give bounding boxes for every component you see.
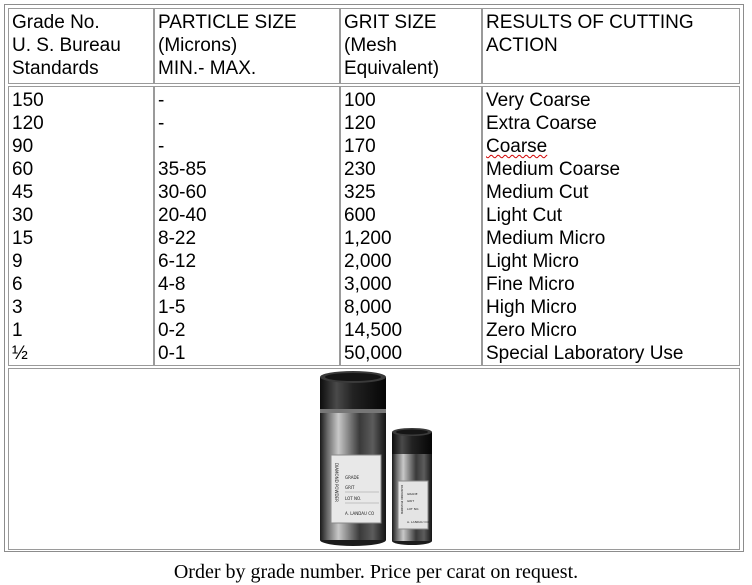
table-cell-particle: 0-2 bbox=[158, 320, 186, 341]
table-cell-result: High Micro bbox=[486, 297, 577, 318]
table-cell-particle: - bbox=[158, 113, 165, 134]
table-cell-particle: 6-12 bbox=[158, 251, 197, 272]
table-cell-grade: 3 bbox=[12, 297, 23, 318]
large-label-text: A. LANDAU CO bbox=[345, 511, 375, 516]
table-cell-particle: 1-5 bbox=[158, 297, 186, 318]
table-cell-result: Zero Micro bbox=[486, 320, 577, 341]
particle-size-column bbox=[154, 86, 340, 366]
table-cell-grade: 120 bbox=[12, 113, 44, 134]
table-cell-grade: 30 bbox=[12, 205, 34, 226]
large-powder-vial bbox=[320, 371, 386, 546]
table-cell-grit: 600 bbox=[344, 205, 376, 226]
table-cell-grade: 9 bbox=[12, 251, 23, 272]
table-cell-particle: 4-8 bbox=[158, 274, 186, 295]
table-cell-grade: ½ bbox=[12, 343, 28, 364]
product-image-cell bbox=[8, 368, 740, 550]
table-cell-result: Medium Coarse bbox=[486, 159, 621, 180]
table-cell-grit: 100 bbox=[344, 90, 376, 111]
table-cell-grit: 230 bbox=[344, 159, 376, 180]
large-label-text: LOT NO. bbox=[345, 496, 362, 501]
spellcheck-text: Coarse bbox=[486, 136, 548, 157]
table-cell-grit: 8,000 bbox=[344, 297, 392, 318]
table-cell-grit: 14,500 bbox=[344, 320, 403, 341]
table-cell-result: Special Laboratory Use bbox=[486, 343, 684, 364]
table-cell-result: Medium Cut bbox=[486, 182, 589, 203]
table-cell-result: Light Micro bbox=[486, 251, 579, 272]
header-results-line-2: ACTION bbox=[486, 35, 558, 56]
table-cell-result: Light Cut bbox=[486, 205, 563, 226]
results-column bbox=[482, 86, 740, 366]
small-label-text: GRADE bbox=[407, 492, 418, 496]
header-grade bbox=[8, 8, 154, 84]
table-cell-grit: 325 bbox=[344, 182, 376, 203]
table-cell-result: Fine Micro bbox=[486, 274, 575, 295]
table-cell-particle: 35-85 bbox=[158, 159, 207, 180]
table-cell-result: Extra Coarse bbox=[486, 113, 597, 134]
table-cell-result bbox=[486, 135, 736, 158]
small-label-text: GRIT bbox=[407, 499, 415, 503]
grit-size-column bbox=[340, 86, 482, 366]
table-cell-grade: 1 bbox=[12, 320, 23, 341]
table-cell-result: Medium Micro bbox=[486, 228, 606, 249]
small-label-text: A. LANDAU CO bbox=[407, 520, 429, 524]
header-grade-line-3: Standards bbox=[12, 58, 99, 79]
header-grit-line-2: (Mesh bbox=[344, 35, 397, 56]
table-cell-particle: - bbox=[158, 136, 165, 157]
table-cell-grit: 3,000 bbox=[344, 274, 392, 295]
table-cell-grade: 60 bbox=[12, 159, 34, 180]
large-label-text: DIAMOND POWDER bbox=[334, 463, 339, 502]
table-cell-grit: 2,000 bbox=[344, 251, 392, 272]
table-cell-grade: 45 bbox=[12, 182, 34, 203]
header-grade-line-1: Grade No. bbox=[12, 12, 100, 33]
table-cell-grit: 170 bbox=[344, 136, 376, 157]
table-cell-grade: 15 bbox=[12, 228, 34, 249]
small-label-text: LOT NO. bbox=[407, 507, 420, 511]
table-cell-particle: - bbox=[158, 90, 165, 111]
order-caption: Order by grade number. Price per carat on request. bbox=[173, 561, 579, 583]
large-label-text: GRADE bbox=[345, 475, 360, 480]
header-grit-size bbox=[340, 8, 482, 84]
header-grit-line-1: GRIT SIZE bbox=[344, 12, 437, 33]
table-cell-grit: 1,200 bbox=[344, 228, 392, 249]
header-grade-line-2: U. S. Bureau bbox=[12, 35, 121, 56]
table-cell-particle: 20-40 bbox=[158, 205, 207, 226]
small-label-text: DIAMOND POWDER bbox=[400, 485, 404, 515]
table-cell-grit: 50,000 bbox=[344, 343, 403, 364]
table-cell-particle: 0-1 bbox=[158, 343, 186, 364]
header-results bbox=[482, 8, 740, 84]
table-cell-grade: 90 bbox=[12, 136, 34, 157]
header-results-line-1: RESULTS OF CUTTING bbox=[486, 12, 694, 33]
header-particle-line-3: MIN.- MAX. bbox=[158, 58, 257, 79]
large-label-text: GRIT bbox=[345, 485, 355, 490]
table-cell-particle: 30-60 bbox=[158, 182, 207, 203]
header-particle-line-1: PARTICLE SIZE bbox=[158, 12, 297, 33]
table-cell-result: Very Coarse bbox=[486, 90, 591, 111]
table-cell-grade: 6 bbox=[12, 274, 23, 295]
table-cell-particle: 8-22 bbox=[158, 228, 197, 249]
grade-column bbox=[8, 86, 154, 366]
table-cell-grit: 120 bbox=[344, 113, 376, 134]
header-particle-line-2: (Microns) bbox=[158, 35, 238, 56]
product-photo bbox=[9, 369, 739, 549]
header-grit-line-3: Equivalent) bbox=[344, 58, 440, 79]
small-powder-vial bbox=[392, 428, 432, 545]
header-particle-size bbox=[154, 8, 340, 84]
table-cell-grade: 150 bbox=[12, 90, 44, 111]
